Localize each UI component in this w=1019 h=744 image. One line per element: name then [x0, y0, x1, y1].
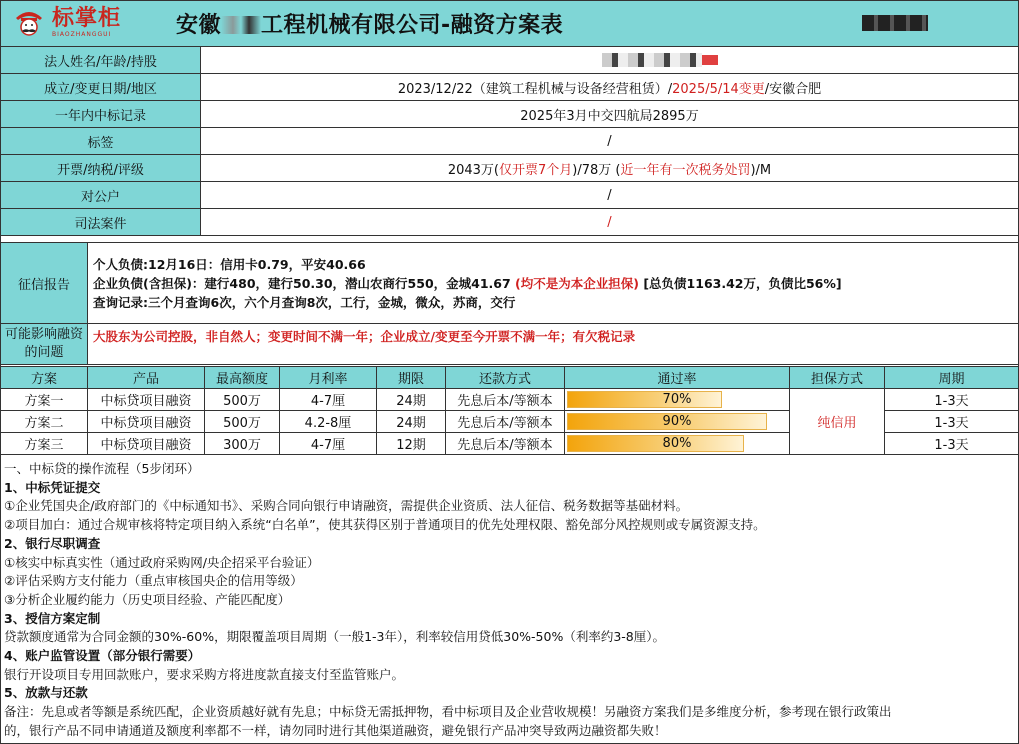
value-highlight: 2025/5/14变更: [672, 81, 765, 97]
plan-rate: 4-7厘: [280, 389, 377, 411]
redaction-block: [702, 55, 718, 65]
value-part: 2043万(: [447, 162, 499, 178]
row-value: [201, 155, 1019, 182]
plan-limit: 500万: [205, 411, 280, 433]
table-row: [1, 101, 1019, 128]
plan-cycle: 1-3天: [885, 433, 1019, 455]
plan-product: 中标贷项目融资: [88, 433, 205, 455]
row-label: 对公户: [1, 182, 201, 209]
row-label: 一年内中标记录: [1, 101, 201, 128]
logo: [12, 4, 121, 42]
redaction-block: [602, 53, 702, 67]
credit-line-personal: 个人负债:12月16日：信用卡0.79，平安40.66: [93, 256, 366, 272]
plan-product: 中标贷项目融资: [88, 389, 205, 411]
step-text: 的，银行产品不同申请通道及额度利率都不一样，请勿同时进行其他渠道融资，避免银行产品冲突导致两边融资都失败！: [4, 722, 667, 738]
step-heading: 2、银行尽职调查: [4, 535, 101, 551]
legal-person-value: [201, 47, 1019, 74]
credit-value: [88, 243, 1019, 324]
row-value: [201, 74, 1019, 101]
table-row: [1, 155, 1019, 182]
info-table: [0, 46, 1019, 236]
table-row: [1, 324, 1019, 365]
row-value: 2025年3月中交四航局2895万: [201, 101, 1019, 128]
row-label: 成立/变更日期/地区: [1, 74, 201, 101]
plan-cycle: 1-3天: [885, 411, 1019, 433]
plan-pass-rate: [565, 433, 790, 455]
value-highlight: 近一年有一次税务处罚: [620, 162, 751, 178]
plan-pass-rate: [565, 389, 790, 411]
table-row: [1, 128, 1019, 155]
plan-product: 中标贷项目融资: [88, 411, 205, 433]
step-text: 贷款额度通常为合同金额的30%-60%，期限覆盖项目周期（一般1-3年），利率较信用贷低30%-50%（利率约3-8厘）。: [4, 629, 665, 645]
pass-rate-label: 70%: [662, 392, 692, 407]
logo-name: 标掌柜: [52, 6, 122, 31]
process-notes: [4, 460, 1014, 741]
title-prefix: 安徽: [176, 13, 222, 38]
table-row: [1, 182, 1019, 209]
plan-name: 方案三: [1, 433, 88, 455]
row-label: 开票/纳税/评级: [1, 155, 201, 182]
notes-intro: 一、中标贷的操作流程（5步闭环）: [4, 461, 200, 476]
plan-pass-rate: [565, 411, 790, 433]
plan-header-row: [1, 367, 1019, 389]
row-value: /: [201, 128, 1019, 155]
pass-rate-label: 80%: [662, 436, 692, 451]
row-label: 标签: [1, 128, 201, 155]
title-suffix: 工程机械有限公司-融资方案表: [261, 13, 564, 38]
plan-repay: 先息后本/等额本: [446, 433, 565, 455]
pass-rate-bar: [567, 391, 722, 408]
value-highlight: 仅开票7个月: [498, 162, 573, 178]
plan-rate: 4-7厘: [280, 433, 377, 455]
step-heading: 3、授信方案定制: [4, 610, 101, 626]
plan-limit: 500万: [205, 389, 280, 411]
plan-term: 24期: [377, 411, 446, 433]
row-label: 司法案件: [1, 209, 201, 236]
step-text: 备注：先息或者等额是系统匹配，企业资质越好就有先息；中标贷无需抵押物，看中标项目及企业营收规模！另融资方案我们是多维度分析，参考现在银行政策出: [4, 704, 892, 720]
row-value: /: [201, 182, 1019, 209]
plan-term: 12期: [377, 433, 446, 455]
col-header: 产品: [88, 367, 205, 389]
logo-subtitle: BIAOZHANGGUI: [52, 31, 112, 38]
value-part: 企业负债(含担保)：建行480，建行50.30，潜山农商行550，金城41.67: [93, 275, 516, 291]
page-title: [176, 8, 563, 39]
plan-limit: 300万: [205, 433, 280, 455]
col-header: 期限: [377, 367, 446, 389]
step-text: ②项目加白：通过合规审核将特定项目纳入系统“白名单”，使其获得区别于普通项目的优先处理权限、豁免部分风控规则或专属资源支持。: [4, 517, 766, 533]
value-part: )/78万 (: [572, 162, 621, 178]
plan-cycle: 1-3天: [885, 389, 1019, 411]
step-text: ③分析企业履约能力（历史项目经验、产能匹配度）: [4, 591, 291, 607]
step-heading: 4、账户监管设置（部分银行需要）: [4, 648, 201, 664]
table-row: [1, 243, 1019, 324]
credit-line-enterprise: [93, 274, 1018, 293]
col-header: 方案: [1, 367, 88, 389]
step-text: 银行开设项目专用回款账户，要求采购方将进度款直接支付至监管账户。: [4, 666, 405, 682]
value-highlight: (均不是为本企业担保): [515, 275, 639, 291]
redaction-block: [862, 15, 928, 31]
table-row: [1, 74, 1019, 101]
table-row: [1, 47, 1019, 74]
plan-row: [1, 389, 1019, 411]
row-value: /: [201, 209, 1019, 236]
value-part: 2023/12/22（建筑工程机械与设备经营租赁）/: [397, 81, 673, 97]
col-header: 担保方式: [790, 367, 885, 389]
col-header: 通过率: [565, 367, 790, 389]
title-redaction: [221, 16, 261, 34]
plan-table: [0, 366, 1019, 455]
step-text: ①核实中标真实性（通过政府采购网/央企招采平台验证）: [4, 554, 320, 570]
plan-rate: 4.2-8厘: [280, 411, 377, 433]
pass-rate-label: 90%: [662, 414, 692, 429]
credit-label: 征信报告: [1, 243, 88, 324]
plan-term: 24期: [377, 389, 446, 411]
logo-mascot-icon: [12, 6, 46, 40]
credit-table: [0, 242, 1019, 365]
value-part: )/M: [750, 162, 772, 178]
col-header: 月利率: [280, 367, 377, 389]
plan-guarantee: 纯信用: [790, 389, 885, 455]
col-header: 还款方式: [446, 367, 565, 389]
value-part: /安徽合肥: [764, 81, 822, 97]
header-bar: [0, 0, 1019, 47]
col-header: 最高额度: [205, 367, 280, 389]
issues-label: 可能影响融资的问题: [1, 324, 88, 365]
table-row: [1, 209, 1019, 236]
plan-repay: 先息后本/等额本: [446, 411, 565, 433]
step-text: ②评估采购方支付能力（重点审核国央企的信用等级）: [4, 573, 303, 589]
step-text: ①企业凭国央企/政府部门的《中标通知书》、采购合同向银行申请融资，需提供企业资质、法人征信、税务数据等基础材料。: [4, 498, 689, 514]
pass-rate-bar: [567, 435, 744, 452]
step-heading: 5、放款与还款: [4, 685, 88, 701]
col-header: 周期: [885, 367, 1019, 389]
credit-line-queries: 查询记录:三个月查询6次，六个月查询8次，工行，金城，微众，苏商，交行: [93, 294, 516, 310]
value-part: [总负债1163.42万，负债比56%]: [638, 275, 842, 291]
plan-name: 方案二: [1, 411, 88, 433]
issues-value: 大股东为公司控股，非自然人；变更时间不满一年；企业成立/变更至今开票不满一年；有欠税记录: [88, 324, 1019, 365]
plan-repay: 先息后本/等额本: [446, 389, 565, 411]
plan-name: 方案一: [1, 389, 88, 411]
step-heading: 1、中标凭证提交: [4, 479, 101, 495]
row-label: 法人姓名/年龄/持股: [1, 47, 201, 74]
